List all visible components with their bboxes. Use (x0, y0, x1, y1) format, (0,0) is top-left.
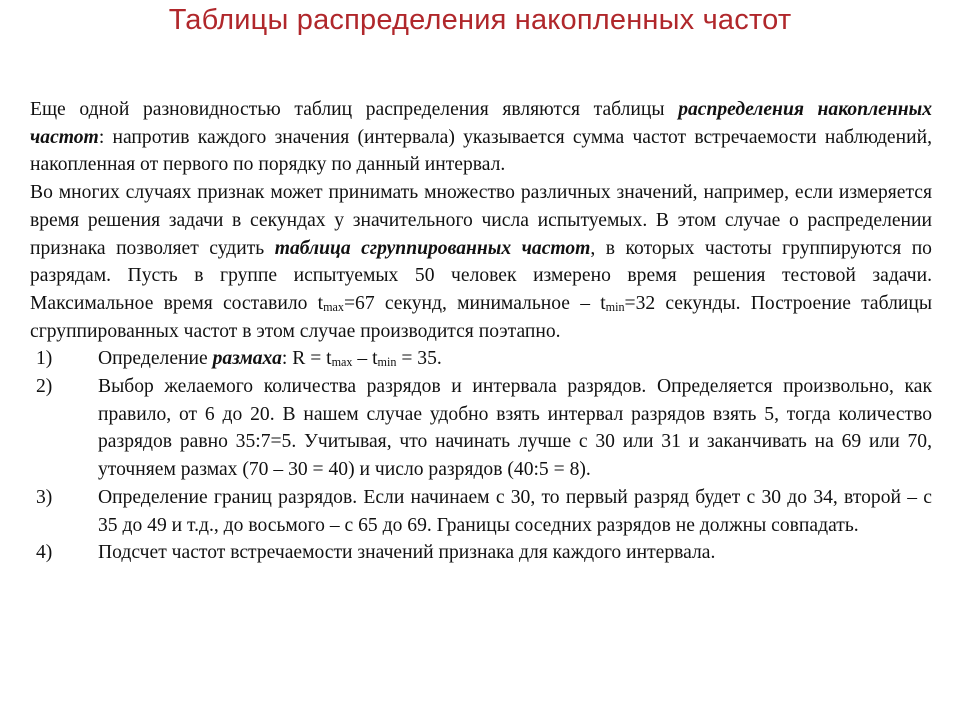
subscript-min: min (605, 300, 625, 315)
step-text: Подсчет частот встречаемости значений признака для каждого интервала. (98, 542, 716, 564)
formula-start: : R = t (281, 348, 332, 370)
step-number: 1) (36, 348, 53, 370)
slide-body (30, 96, 932, 567)
min-time-value: =32 секунды. Построение таблицы сгруппированных частот в этом случае производится поэтапно. (30, 292, 932, 342)
paragraph-cumulative-frequencies (30, 96, 932, 179)
step-range (30, 345, 932, 373)
step-text: Определение границ разрядов. Если начинаем с 30, то первый разряд будет с 30 до 34, второй – с 35 до 49 и т.д., до восьмого – с 65 до 69. Границы соседних разрядов не должны совпадать. (98, 486, 932, 536)
paragraph-intro: Еще одной разновидностью таблиц распределения являются таблицы (30, 99, 679, 120)
step-number: 4) (36, 542, 53, 564)
step-boundaries (30, 484, 932, 539)
term-grouped-frequency-table: таблица сгруппированных частот (274, 237, 591, 259)
step-intro: Определение (98, 348, 213, 370)
paragraph-intro: Во многих случаях признак может принимать множество различных значений, например, если измеряется время решения задачи в секундах у значительного числа испытуемых. В этом случае о распределении признака позволяет судить (30, 182, 932, 259)
subscript-max: max (323, 300, 344, 315)
subscript-min: min (377, 355, 397, 370)
step-number: 3) (36, 486, 53, 508)
step-frequency-count (30, 539, 932, 567)
formula-mid: – t (352, 348, 378, 370)
steps-list (30, 345, 932, 567)
step-interval-choice (30, 373, 932, 484)
step-text (72, 345, 932, 373)
slide-title: Таблицы распределения накопленных частот (168, 4, 792, 36)
formula-end: = 35. (396, 348, 442, 370)
subscript-max: max (331, 355, 353, 370)
step-number: 2) (36, 376, 53, 398)
step-text: Выбор желаемого количества разрядов и интервала разрядов. Определяется произвольно, как правило, от 6 до 20. В нашем случае удобно взять интервал разрядов взять 5, тогда количество разрядов равно 35:7=5. Учитывая, что начинать лучше с 30 или 31 и заканчивать на 69 или 70, уточняем размах (70 – 30 = 40) и число разрядов (40:5 = 8). (98, 376, 932, 481)
paragraph-grouped-frequencies (30, 179, 932, 345)
max-time-value: =67 секунд, минимальное – t (344, 292, 606, 314)
term-cumulative-distribution: распределения накопленных частот (30, 99, 932, 148)
paragraph-rest: : напротив каждого значения (интервала) указывается сумма частот встречаемости наблюдений, накопленная от первого по порядку по данный интервал. (30, 126, 932, 176)
paragraph-middle: , в которых частоты группируются по разрядам. Пусть в группе испытуемых 50 человек измерено время решения тестовой задачи. Максимальное время составило t (30, 237, 932, 314)
term-range: размаха (212, 348, 282, 370)
